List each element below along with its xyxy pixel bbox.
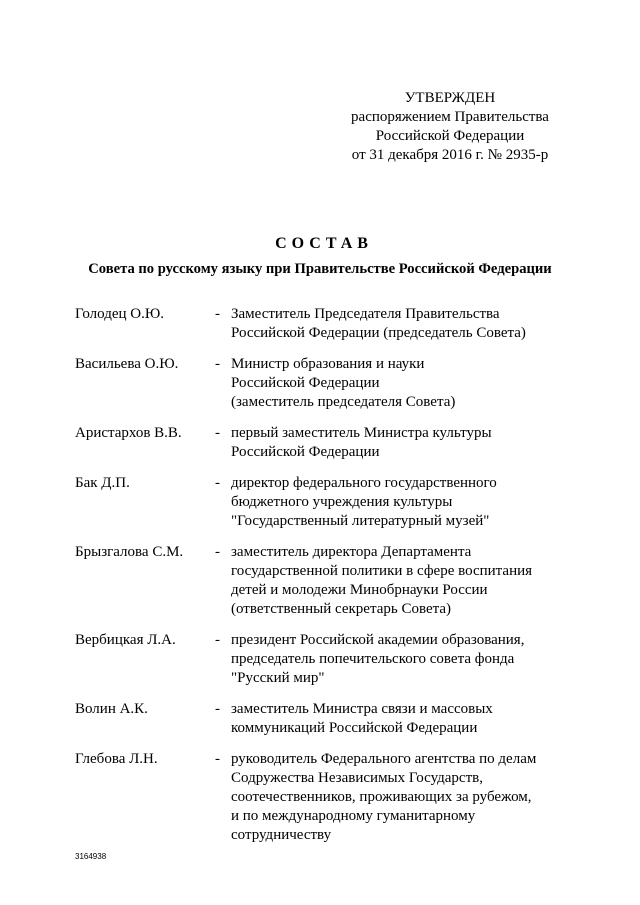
member-role-line: соотечественников, проживающих за рубежом, — [231, 789, 532, 805]
member-name: Волин А.К. — [75, 701, 148, 717]
member-role-line: Российской Федерации (председатель Совета) — [231, 325, 526, 341]
member-dash: - — [215, 701, 220, 717]
member-dash: - — [215, 425, 220, 441]
member-role-line: руководитель Федерального агентства по делам — [231, 751, 537, 767]
member-name: Васильева О.Ю. — [75, 356, 179, 372]
member-role — [231, 424, 595, 462]
member-name: Бак Д.П. — [75, 475, 130, 491]
member-role-line: и по международному гуманитарному — [231, 808, 476, 824]
member-row — [75, 474, 595, 531]
member-role-line: (ответственный секретарь Совета) — [231, 601, 451, 617]
approval-line-2: Российской Федерации — [375, 128, 525, 144]
member-role — [231, 305, 595, 343]
member-role-line: Российской Федерации — [231, 375, 380, 391]
member-dash: - — [215, 751, 220, 767]
member-dash: - — [215, 356, 220, 372]
member-row — [75, 355, 595, 412]
member-role-line: бюджетного учреждения культуры — [231, 494, 453, 510]
document-number: 3164938 — [75, 852, 107, 861]
member-row — [75, 424, 595, 462]
member-dash: - — [215, 306, 220, 322]
member-name: Голодец О.Ю. — [75, 306, 165, 322]
page-title: СОСТАВ — [275, 235, 373, 252]
approval-heading: УТВЕРЖДЕН — [404, 90, 496, 106]
member-name: Глебова Л.Н. — [75, 751, 158, 767]
member-role-line: Российской Федерации — [231, 444, 380, 460]
member-dash: - — [215, 632, 220, 648]
member-role-line: "Русский мир" — [231, 670, 325, 686]
member-role-line: заместитель директора Департамента — [231, 544, 472, 560]
member-row — [75, 750, 595, 845]
member-role — [231, 700, 595, 738]
member-role-line: Заместитель Председателя Правительства — [231, 306, 500, 322]
approval-line-1: распоряжением Правительства — [351, 109, 549, 125]
member-role-line: (заместитель председателя Совета) — [231, 394, 456, 410]
member-role-line: заместитель Министра связи и массовых — [231, 701, 493, 717]
member-role-line: детей и молодежи Минобрнауки России — [231, 582, 488, 598]
members-list — [75, 305, 595, 857]
member-role-line: сотрудничеству — [231, 827, 332, 843]
member-role-line: президент Российской академии образования, — [231, 632, 525, 648]
member-row — [75, 543, 595, 619]
member-role-line: "Государственный литературный музей" — [231, 513, 490, 529]
member-role — [231, 631, 595, 688]
member-role-line: коммуникаций Российской Федерации — [231, 720, 478, 736]
member-role-line: Министр образования и науки — [231, 356, 425, 372]
member-name: Вербицкая Л.А. — [75, 632, 176, 648]
member-row — [75, 631, 595, 688]
page-subtitle: Совета по русскому языку при Правительстве Российской Федерации — [88, 261, 552, 277]
member-dash: - — [215, 475, 220, 491]
member-role — [231, 474, 595, 531]
member-name: Аристархов В.В. — [75, 425, 182, 441]
approval-block — [330, 89, 570, 165]
member-role-line: первый заместитель Министра культуры — [231, 425, 492, 441]
member-role — [231, 355, 595, 412]
member-dash: - — [215, 544, 220, 560]
member-role-line: председатель попечительского совета фонда — [231, 651, 515, 667]
approval-line-3: от 31 декабря 2016 г. № 2935-р — [351, 147, 549, 163]
member-role — [231, 750, 595, 845]
member-row — [75, 700, 595, 738]
member-name: Брызгалова С.М. — [75, 544, 184, 560]
member-role-line: Содружества Независимых Государств, — [231, 770, 483, 786]
member-role-line: директор федерального государственного — [231, 475, 497, 491]
member-role-line: государственной политики в сфере воспитания — [231, 563, 533, 579]
member-role — [231, 543, 595, 619]
member-row — [75, 305, 595, 343]
